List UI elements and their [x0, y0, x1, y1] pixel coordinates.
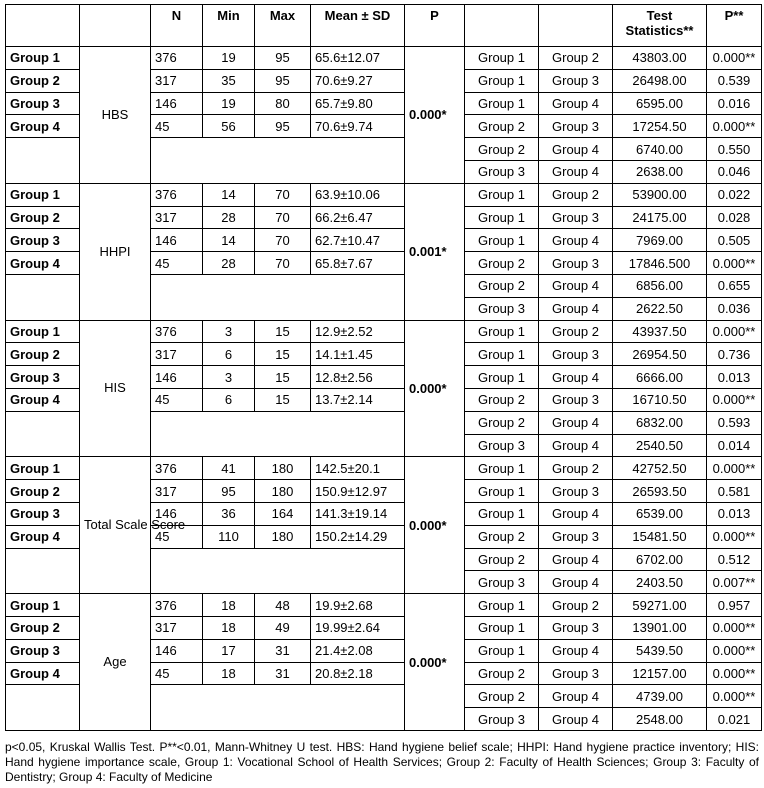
- comparison-group-b: Group 3: [539, 252, 613, 275]
- table-row: [6, 457, 762, 480]
- test-statistic-value: 53900.00: [613, 183, 707, 206]
- mean-sd-value: 150.9±12.97: [311, 480, 405, 503]
- comparison-group-a: Group 1: [465, 594, 539, 617]
- comparison-group-a: Group 1: [465, 47, 539, 70]
- group-label: Group 2: [6, 69, 80, 92]
- group-label: Group 2: [6, 616, 80, 639]
- test-statistic-value: 6740.00: [613, 138, 707, 161]
- comparison-group-a: Group 2: [465, 525, 539, 548]
- test-statistic-value: 17846.500: [613, 252, 707, 275]
- n-value: 376: [151, 594, 203, 617]
- scale-name: Total Scale Score: [80, 457, 151, 594]
- mean-sd-value: 65.7±9.80: [311, 92, 405, 115]
- comparison-group-a: Group 1: [465, 457, 539, 480]
- comparison-group-a: Group 3: [465, 160, 539, 183]
- mann-whitney-p: 0.014: [707, 434, 762, 457]
- comparison-group-a: Group 2: [465, 138, 539, 161]
- scale-name: Age: [80, 594, 151, 731]
- mann-whitney-p: 0.957: [707, 594, 762, 617]
- blank-stats-cell: [151, 685, 405, 731]
- test-statistic-value: 43937.50: [613, 320, 707, 343]
- mann-whitney-p: 0.000**: [707, 616, 762, 639]
- max-value: 95: [255, 69, 311, 92]
- mann-whitney-p: 0.028: [707, 206, 762, 229]
- n-value: 376: [151, 457, 203, 480]
- group-label: Group 1: [6, 320, 80, 343]
- header-row: [6, 5, 762, 47]
- max-value: 180: [255, 457, 311, 480]
- group-label: Group 3: [6, 229, 80, 252]
- header-comparison-b-blank: [539, 5, 613, 47]
- comparison-group-a: Group 1: [465, 69, 539, 92]
- comparison-group-a: Group 1: [465, 320, 539, 343]
- mann-whitney-p: 0.000**: [707, 252, 762, 275]
- kruskal-wallis-p: 0.000*: [405, 320, 465, 457]
- comparison-group-b: Group 4: [539, 571, 613, 594]
- test-statistic-value: 26954.50: [613, 343, 707, 366]
- mann-whitney-p: 0.046: [707, 160, 762, 183]
- max-value: 15: [255, 320, 311, 343]
- mann-whitney-p: 0.000**: [707, 525, 762, 548]
- max-value: 180: [255, 480, 311, 503]
- mann-whitney-p: 0.013: [707, 366, 762, 389]
- min-value: 35: [203, 69, 255, 92]
- comparison-group-a: Group 1: [465, 343, 539, 366]
- test-statistic-value: 6666.00: [613, 366, 707, 389]
- mean-sd-value: 66.2±6.47: [311, 206, 405, 229]
- comparison-group-a: Group 2: [465, 662, 539, 685]
- comparison-group-b: Group 3: [539, 480, 613, 503]
- comparison-group-b: Group 4: [539, 434, 613, 457]
- comparison-group-a: Group 1: [465, 92, 539, 115]
- min-value: 18: [203, 594, 255, 617]
- comparison-group-b: Group 4: [539, 297, 613, 320]
- n-value: 317: [151, 480, 203, 503]
- group-label: Group 1: [6, 183, 80, 206]
- min-value: 95: [203, 480, 255, 503]
- table-row: [6, 183, 762, 206]
- test-statistic-value: 6595.00: [613, 92, 707, 115]
- test-statistic-value: 12157.00: [613, 662, 707, 685]
- comparison-group-a: Group 3: [465, 708, 539, 731]
- n-value: 45: [151, 662, 203, 685]
- mann-whitney-p: 0.000**: [707, 662, 762, 685]
- test-statistic-value: 16710.50: [613, 388, 707, 411]
- group-label: Group 4: [6, 662, 80, 685]
- test-statistic-value: 2622.50: [613, 297, 707, 320]
- header-comparison-a-blank: [465, 5, 539, 47]
- mann-whitney-p: 0.000**: [707, 388, 762, 411]
- comparison-group-b: Group 4: [539, 685, 613, 708]
- comparison-group-b: Group 4: [539, 229, 613, 252]
- n-value: 376: [151, 183, 203, 206]
- n-value: 317: [151, 616, 203, 639]
- min-value: 28: [203, 252, 255, 275]
- max-value: 31: [255, 639, 311, 662]
- min-value: 56: [203, 115, 255, 138]
- group-label: Group 3: [6, 92, 80, 115]
- comparison-group-a: Group 1: [465, 616, 539, 639]
- blank-group-cell: [6, 685, 80, 731]
- min-value: 6: [203, 388, 255, 411]
- comparison-group-b: Group 4: [539, 411, 613, 434]
- comparison-group-a: Group 3: [465, 571, 539, 594]
- comparison-group-a: Group 1: [465, 639, 539, 662]
- mann-whitney-p: 0.655: [707, 274, 762, 297]
- header-p: P: [405, 5, 465, 47]
- comparison-group-b: Group 4: [539, 92, 613, 115]
- n-value: 45: [151, 115, 203, 138]
- max-value: 15: [255, 388, 311, 411]
- max-value: 48: [255, 594, 311, 617]
- max-value: 80: [255, 92, 311, 115]
- max-value: 49: [255, 616, 311, 639]
- mann-whitney-p: 0.016: [707, 92, 762, 115]
- group-label: Group 2: [6, 206, 80, 229]
- mean-sd-value: 65.8±7.67: [311, 252, 405, 275]
- mann-whitney-p: 0.007**: [707, 571, 762, 594]
- test-statistic-value: 59271.00: [613, 594, 707, 617]
- n-value: 317: [151, 69, 203, 92]
- blank-stats-cell: [151, 548, 405, 594]
- test-statistic-value: 7969.00: [613, 229, 707, 252]
- table-row: [6, 47, 762, 70]
- comparison-group-b: Group 2: [539, 594, 613, 617]
- comparison-group-a: Group 1: [465, 366, 539, 389]
- mann-whitney-p: 0.000**: [707, 320, 762, 343]
- comparison-group-a: Group 1: [465, 502, 539, 525]
- n-value: 45: [151, 252, 203, 275]
- group-label: Group 1: [6, 47, 80, 70]
- n-value: 146: [151, 639, 203, 662]
- kruskal-wallis-p: 0.001*: [405, 183, 465, 320]
- mean-sd-value: 12.8±2.56: [311, 366, 405, 389]
- mean-sd-value: 65.6±12.07: [311, 47, 405, 70]
- max-value: 70: [255, 252, 311, 275]
- mann-whitney-p: 0.736: [707, 343, 762, 366]
- mann-whitney-p: 0.013: [707, 502, 762, 525]
- min-value: 36: [203, 502, 255, 525]
- statistics-table: [5, 4, 762, 731]
- max-value: 15: [255, 366, 311, 389]
- test-statistic-value: 2638.00: [613, 160, 707, 183]
- mean-sd-value: 70.6±9.27: [311, 69, 405, 92]
- kruskal-wallis-p: 0.000*: [405, 47, 465, 184]
- header-scale-blank: [80, 5, 151, 47]
- min-value: 19: [203, 92, 255, 115]
- min-value: 18: [203, 662, 255, 685]
- header-mean-sd: Mean ± SD: [311, 5, 405, 47]
- test-statistic-value: 26498.00: [613, 69, 707, 92]
- table-row: [6, 594, 762, 617]
- mean-sd-value: 20.8±2.18: [311, 662, 405, 685]
- test-statistic-value: 2403.50: [613, 571, 707, 594]
- test-statistic-value: 5439.50: [613, 639, 707, 662]
- max-value: 70: [255, 229, 311, 252]
- n-value: 317: [151, 206, 203, 229]
- mean-sd-value: 14.1±1.45: [311, 343, 405, 366]
- comparison-group-a: Group 2: [465, 274, 539, 297]
- group-label: Group 2: [6, 343, 80, 366]
- blank-group-cell: [6, 274, 80, 320]
- n-value: 146: [151, 229, 203, 252]
- min-value: 18: [203, 616, 255, 639]
- mean-sd-value: 12.9±2.52: [311, 320, 405, 343]
- comparison-group-b: Group 4: [539, 160, 613, 183]
- test-statistic-value: 2540.50: [613, 434, 707, 457]
- mann-whitney-p: 0.581: [707, 480, 762, 503]
- comparison-group-a: Group 3: [465, 297, 539, 320]
- kruskal-wallis-p: 0.000*: [405, 457, 465, 594]
- blank-stats-cell: [151, 411, 405, 457]
- max-value: 70: [255, 206, 311, 229]
- mann-whitney-p: 0.000**: [707, 47, 762, 70]
- test-statistic-value: 6832.00: [613, 411, 707, 434]
- header-p-mann-whitney: P**: [707, 5, 762, 47]
- comparison-group-a: Group 2: [465, 388, 539, 411]
- table-body: [6, 47, 762, 731]
- group-label: Group 1: [6, 457, 80, 480]
- blank-group-cell: [6, 411, 80, 457]
- max-value: 70: [255, 183, 311, 206]
- mann-whitney-p: 0.505: [707, 229, 762, 252]
- comparison-group-b: Group 4: [539, 274, 613, 297]
- mean-sd-value: 62.7±10.47: [311, 229, 405, 252]
- comparison-group-a: Group 2: [465, 411, 539, 434]
- min-value: 14: [203, 229, 255, 252]
- comparison-group-b: Group 4: [539, 548, 613, 571]
- comparison-group-b: Group 4: [539, 502, 613, 525]
- mann-whitney-p: 0.000**: [707, 639, 762, 662]
- n-value: 146: [151, 502, 203, 525]
- mann-whitney-p: 0.000**: [707, 457, 762, 480]
- n-value: 146: [151, 92, 203, 115]
- group-label: Group 3: [6, 502, 80, 525]
- test-statistic-value: 26593.50: [613, 480, 707, 503]
- blank-group-cell: [6, 138, 80, 184]
- n-value: 45: [151, 388, 203, 411]
- comparison-group-a: Group 1: [465, 183, 539, 206]
- max-value: 15: [255, 343, 311, 366]
- group-label: Group 3: [6, 639, 80, 662]
- mann-whitney-p: 0.512: [707, 548, 762, 571]
- group-label: Group 2: [6, 480, 80, 503]
- test-statistic-value: 2548.00: [613, 708, 707, 731]
- test-statistic-value: 15481.50: [613, 525, 707, 548]
- comparison-group-a: Group 2: [465, 548, 539, 571]
- test-statistic-value: 24175.00: [613, 206, 707, 229]
- scale-name: HIS: [80, 320, 151, 457]
- mean-sd-value: 19.9±2.68: [311, 594, 405, 617]
- min-value: 3: [203, 366, 255, 389]
- comparison-group-a: Group 1: [465, 206, 539, 229]
- comparison-group-b: Group 3: [539, 525, 613, 548]
- test-statistic-value: 6539.00: [613, 502, 707, 525]
- group-label: Group 4: [6, 525, 80, 548]
- comparison-group-b: Group 3: [539, 662, 613, 685]
- mean-sd-value: 142.5±20.1: [311, 457, 405, 480]
- group-label: Group 1: [6, 594, 80, 617]
- scale-name: HHPI: [80, 183, 151, 320]
- comparison-group-b: Group 4: [539, 138, 613, 161]
- min-value: 3: [203, 320, 255, 343]
- comparison-group-a: Group 3: [465, 434, 539, 457]
- min-value: 6: [203, 343, 255, 366]
- max-value: 180: [255, 525, 311, 548]
- test-statistic-value: 43803.00: [613, 47, 707, 70]
- test-statistic-value: 4739.00: [613, 685, 707, 708]
- mean-sd-value: 13.7±2.14: [311, 388, 405, 411]
- comparison-group-a: Group 1: [465, 229, 539, 252]
- test-statistic-value: 17254.50: [613, 115, 707, 138]
- group-label: Group 4: [6, 115, 80, 138]
- test-statistic-value: 6856.00: [613, 274, 707, 297]
- test-statistic-value: 42752.50: [613, 457, 707, 480]
- mann-whitney-p: 0.000**: [707, 685, 762, 708]
- min-value: 41: [203, 457, 255, 480]
- min-value: 110: [203, 525, 255, 548]
- header-test-statistics: Test Statistics**: [613, 5, 707, 47]
- comparison-group-b: Group 4: [539, 708, 613, 731]
- blank-stats-cell: [151, 138, 405, 184]
- header-n: N: [151, 5, 203, 47]
- comparison-group-b: Group 2: [539, 320, 613, 343]
- comparison-group-b: Group 4: [539, 639, 613, 662]
- comparison-group-b: Group 3: [539, 115, 613, 138]
- min-value: 28: [203, 206, 255, 229]
- header-group-blank: [6, 5, 80, 47]
- mann-whitney-p: 0.021: [707, 708, 762, 731]
- test-statistic-value: 6702.00: [613, 548, 707, 571]
- comparison-group-a: Group 2: [465, 115, 539, 138]
- min-value: 19: [203, 47, 255, 70]
- comparison-group-b: Group 4: [539, 366, 613, 389]
- comparison-group-a: Group 1: [465, 480, 539, 503]
- table-footnote: p<0.05, Kruskal Wallis Test. P**<0.01, Mann-Whitney U test. HBS: Hand hygiene belief scale; HHPI: Hand hygiene practice inventory; HIS: Hand hygiene importance scale, Group 1: Vocational School of Health Services; Group 2: Faculty of Health Sciences; Group 3: Faculty of Dentistry; Group 4: Faculty of Medicine: [5, 740, 759, 784]
- mann-whitney-p: 0.022: [707, 183, 762, 206]
- mann-whitney-p: 0.000**: [707, 115, 762, 138]
- n-value: 376: [151, 47, 203, 70]
- comparison-group-b: Group 3: [539, 388, 613, 411]
- n-value: 45: [151, 525, 203, 548]
- mann-whitney-p: 0.036: [707, 297, 762, 320]
- max-value: 164: [255, 502, 311, 525]
- min-value: 14: [203, 183, 255, 206]
- max-value: 31: [255, 662, 311, 685]
- header-max: Max: [255, 5, 311, 47]
- kruskal-wallis-p: 0.000*: [405, 594, 465, 731]
- group-label: Group 4: [6, 252, 80, 275]
- blank-stats-cell: [151, 274, 405, 320]
- comparison-group-b: Group 3: [539, 343, 613, 366]
- mean-sd-value: 19.99±2.64: [311, 616, 405, 639]
- mean-sd-value: 141.3±19.14: [311, 502, 405, 525]
- blank-group-cell: [6, 548, 80, 594]
- comparison-group-b: Group 3: [539, 206, 613, 229]
- max-value: 95: [255, 47, 311, 70]
- scale-name: HBS: [80, 47, 151, 184]
- comparison-group-b: Group 2: [539, 183, 613, 206]
- comparison-group-a: Group 2: [465, 252, 539, 275]
- comparison-group-b: Group 2: [539, 457, 613, 480]
- mann-whitney-p: 0.539: [707, 69, 762, 92]
- n-value: 317: [151, 343, 203, 366]
- mean-sd-value: 150.2±14.29: [311, 525, 405, 548]
- mean-sd-value: 70.6±9.74: [311, 115, 405, 138]
- n-value: 376: [151, 320, 203, 343]
- group-label: Group 4: [6, 388, 80, 411]
- group-label: Group 3: [6, 366, 80, 389]
- comparison-group-a: Group 2: [465, 685, 539, 708]
- comparison-group-b: Group 2: [539, 47, 613, 70]
- max-value: 95: [255, 115, 311, 138]
- comparison-group-b: Group 3: [539, 616, 613, 639]
- mann-whitney-p: 0.550: [707, 138, 762, 161]
- mean-sd-value: 63.9±10.06: [311, 183, 405, 206]
- table-row: [6, 320, 762, 343]
- n-value: 146: [151, 366, 203, 389]
- header-min: Min: [203, 5, 255, 47]
- min-value: 17: [203, 639, 255, 662]
- comparison-group-b: Group 3: [539, 69, 613, 92]
- mean-sd-value: 21.4±2.08: [311, 639, 405, 662]
- mann-whitney-p: 0.593: [707, 411, 762, 434]
- test-statistic-value: 13901.00: [613, 616, 707, 639]
